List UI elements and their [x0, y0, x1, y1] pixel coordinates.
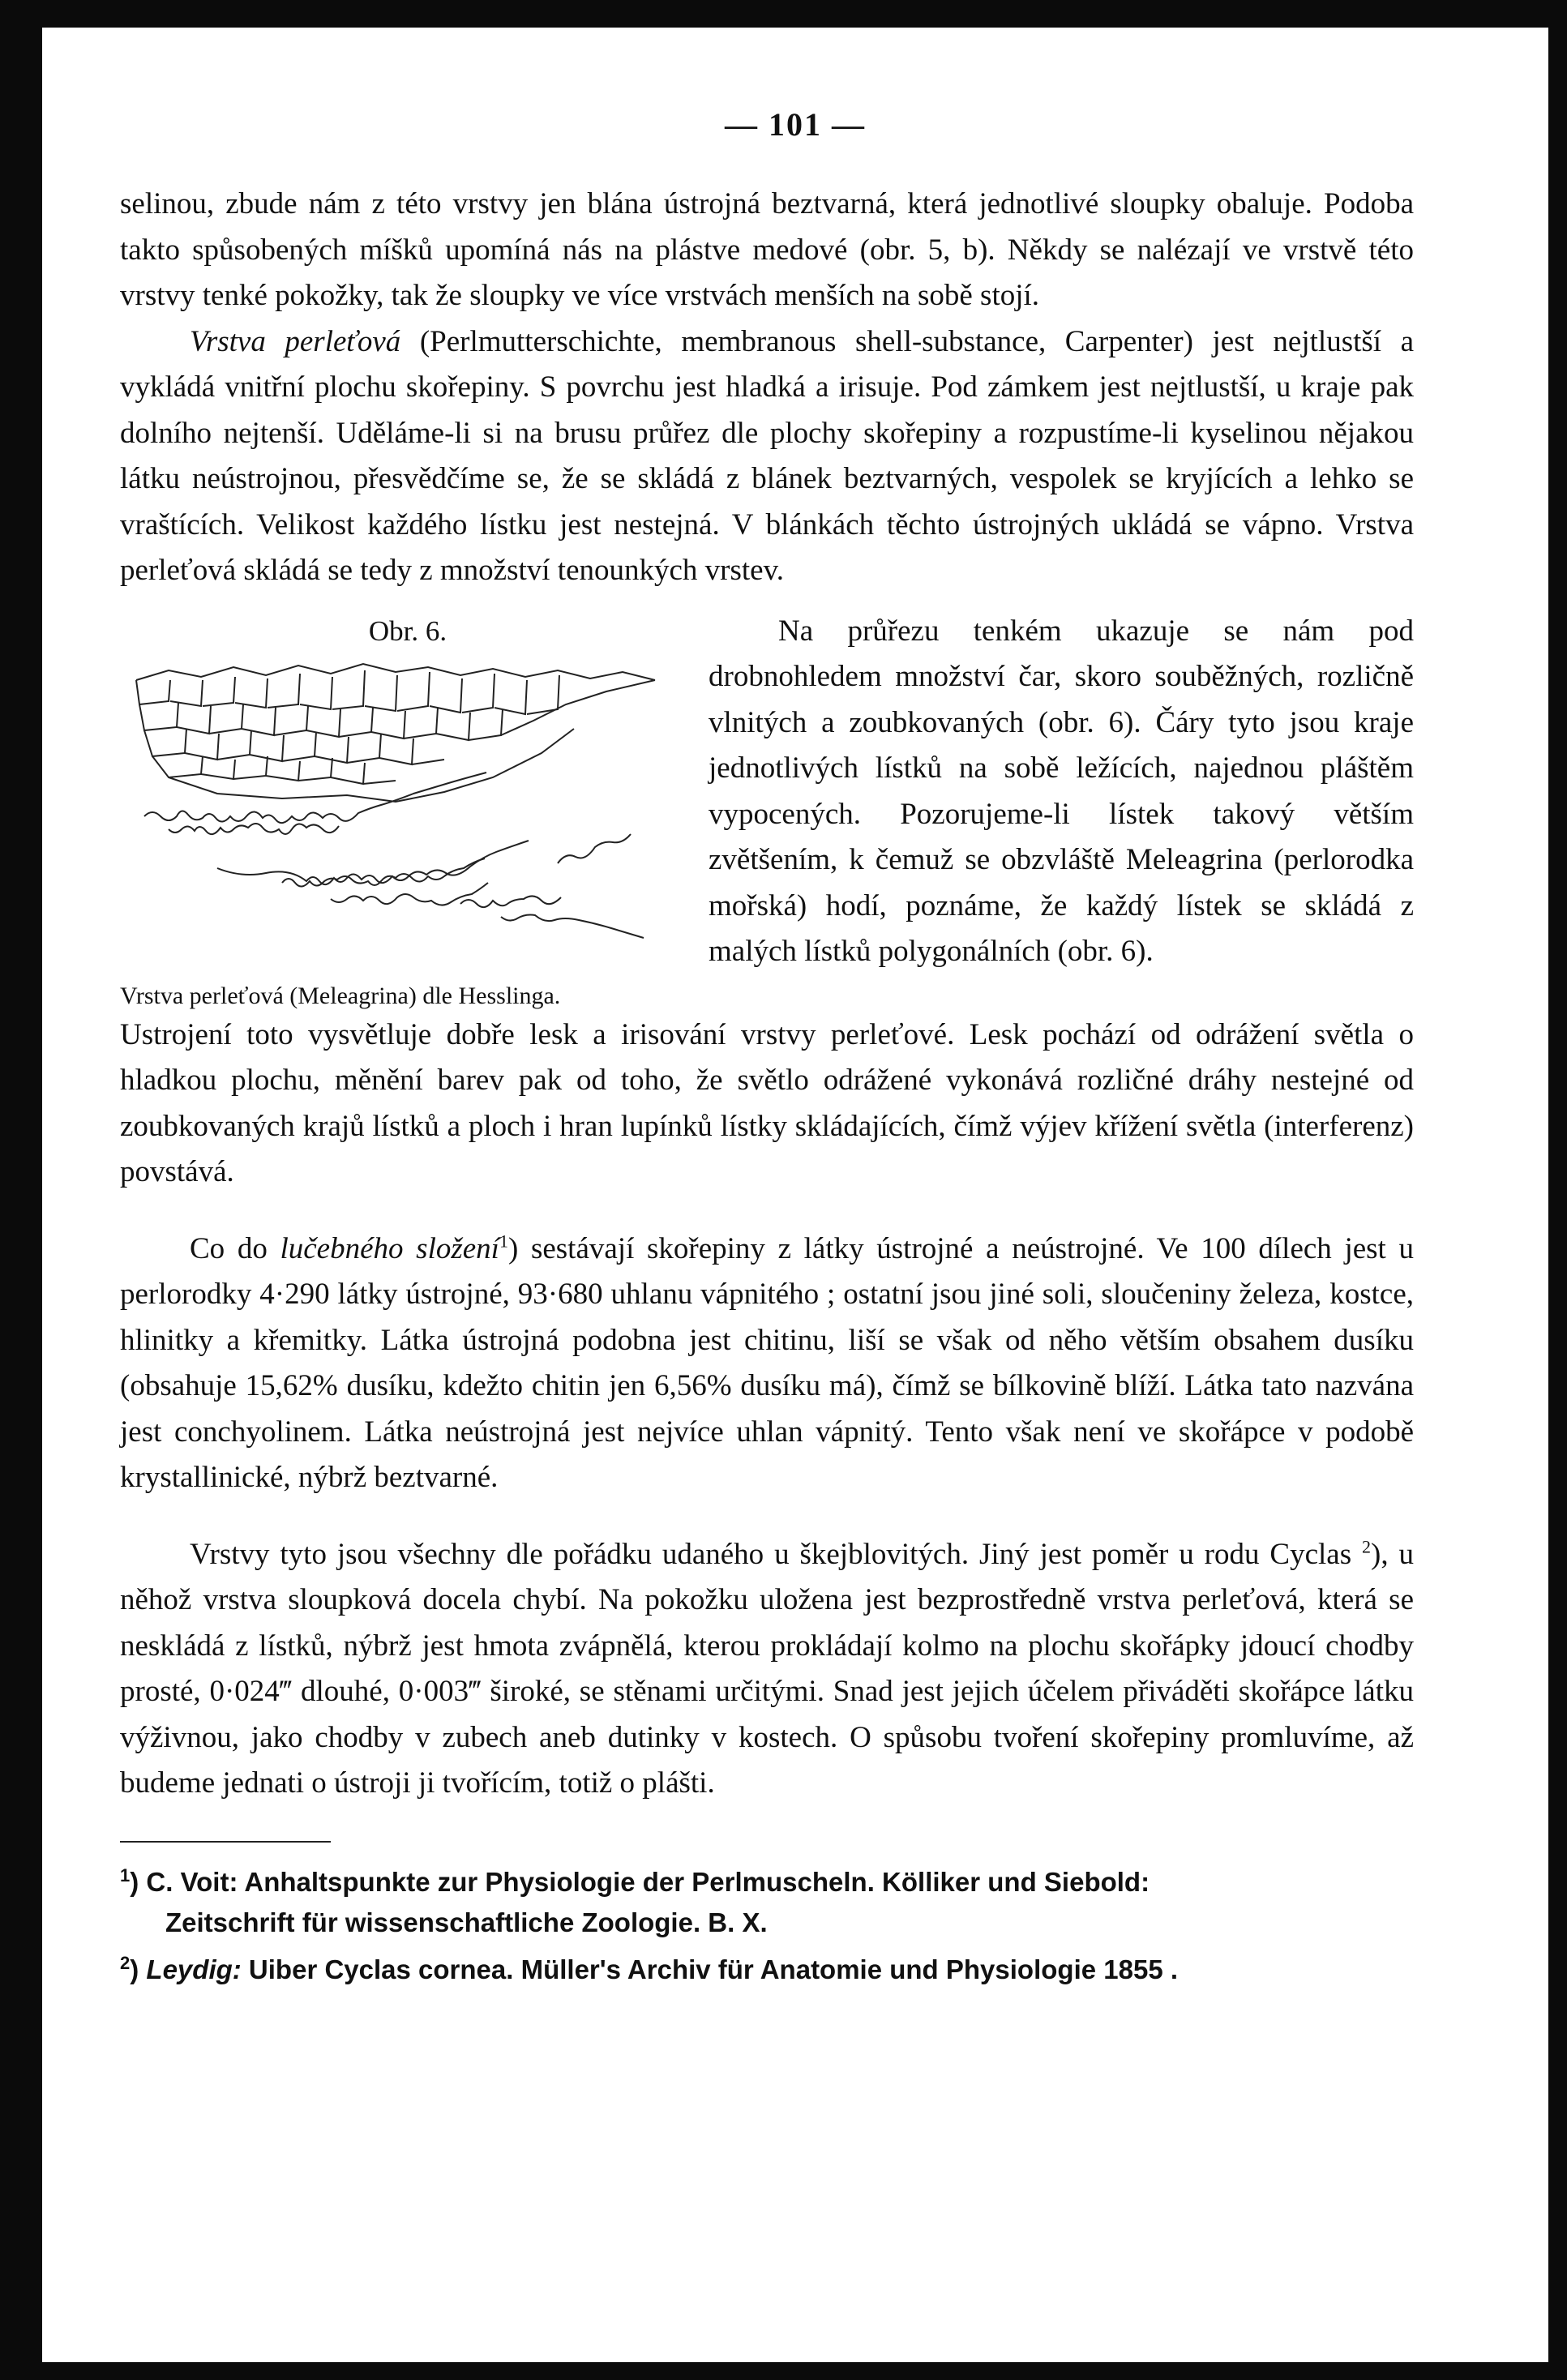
paragraph-iridescence: Ustrojení toto vysvětluje dobře lesk a irisování vrstvy perleťové. Lesk pochází od odrážení světla o hladkou plochu, měnění barev pak od toho, že světlo odrážené vykonává rozličné dráhy nestejné od zoubkovaných krajů lístků a ploch i hran lupínků lístky skládajících, čímž výjev křížení světla (interferenz) povstává. — [120, 1017, 1414, 1188]
footnote-2-author: Leydig: — [146, 1954, 242, 1984]
figure-caption: Vrstva perleťová (Meleagrina) dle Hesslinga. — [120, 982, 561, 1009]
footnote-1-mark: 1 — [120, 1864, 131, 1886]
figure-side-text — [696, 609, 1414, 1012]
paragraph-nacre-layer-text: (Perlmutterschichte, membranous shell-substance, Carpenter) jest nejtlustší a vykládá vnitřní plochu skořepiny. S povrchu jest hladká a irisuje. Pod zámkem jest nejtlustší, u kraje pak dolního nejtenší. Uděláme-li si na brusu průřez dle plochy skořepiny a rozpustíme-li kyselinou nějakou látku neústrojnou, přesvědčíme se, že se skládá z blánek beztvarných, vespolek se kryjících a lehko se vraštících. Velikost každého lístku jest nestejná. V blánkách těchto ústrojných ukládá se vápno. Vrstva perleťová skládá se tedy z množství tenounkých vrstev. — [120, 324, 1415, 587]
footnote-ref-1: 1 — [499, 1231, 508, 1252]
paragraph-chemistry-text: ) sestávají skořepiny z látky ústrojné a neústrojné. Ve 100 dílech jest u perlorodky 4·290 látky ústrojné, 93·680 uhlanu vápnitého ; ostatní jsou jiné soli, sloučeniny železa, kostce, hlinitky a křemitky. Látka ústrojná podobna jest chitinu, liší se však od něho větším obsahem dusíku (obsahuje 15,62% dusíku, kdežto chitin jen 6,56% dusíku má), čímž se bílkovině blíží. Látka tato nazvána jest conchyolinem. Látka neústrojná jest nejvíce uhlan vápnitý. Tento však není ve skořápce v podobě krystallinické, nýbrž beztvarné. — [120, 1231, 1414, 1494]
paragraph-chemistry — [120, 1226, 1414, 1501]
page-body — [120, 182, 1414, 1990]
figure-block — [120, 609, 1414, 1012]
figure-title: Obr. 6. — [368, 614, 447, 647]
footnote-2-text: Uiber Cyclas cornea. Müller's Archiv für Anatomie und Physiologie 1855 . — [241, 1954, 1179, 1984]
footnote-2: $^2$) Leydig: Uiber Cyclas cornea. Müller's Archiv für Anatomie und Physiologie 1855 . — [120, 1952, 1179, 1984]
paragraph-cyclas-lead: Vrstvy tyto jsou všechny dle pořádku udaného u škejblovitých. Jiný jest poměr u rodu Cyclas — [190, 1537, 1363, 1571]
book-page — [42, 28, 1548, 2362]
footnote-1-line1: ) C. Voit: Anhaltspunkte zur Physiologie der Perlmuscheln. Kölliker und Siebold: — [130, 1866, 1150, 1897]
footnote-2-mark: 2 — [120, 1952, 131, 1973]
paragraph-cross-section: Na průřezu tenkém ukazuje se nám pod drobnohledem množství čar, skoro souběžných, rozličně vlnitých a zoubkovaných (obr. 6). Čáry tyto jsou kraje jednotlivých lístků na sobě ležících, najednou pláštěm vypocených. Pozorujeme-li lístek takový větším zvětšením, k čemuž se obzvláště Meleagrina (perlorodka mořská) hodí, poznáme, že každý lístek se skládá z malých lístků polygonálních (obr. 6). — [709, 614, 1414, 968]
footnote-divider — [120, 1841, 331, 1843]
footnote-ref-2: 2 — [1362, 1536, 1372, 1557]
paragraph-cyclas — [120, 1532, 1414, 1807]
nacre-illustration — [120, 656, 687, 977]
figure-6 — [120, 609, 696, 1012]
paragraph-nacre-layer — [120, 319, 1414, 594]
term-chemical-composition: lučebného složení — [280, 1231, 499, 1265]
footnote-1-continued: Zeitschrift für wissenschaftliche Zoologie. B. X. — [165, 1907, 768, 1937]
page-number: — 101 — — [725, 106, 866, 143]
paragraph-cyclas-text: ), u něhož vrstva sloupková docela chybí. Na pokožku uložena jest bezprostředně vrstva perleťová, která se neskládá z lístků, nýbrž jest hmota zvápnělá, kterou prokládají kolmo na plochu skořápky jdoucí chodby prosté, 0·024‴ dlouhé, 0·003‴ široké, se stěnami určitými. Snad jest jejich účelem přiváděti skořápce látku výživnou, jako chodby v zubech aneb dutinky v kostech. O spůsobu tvoření skořepiny promluvíme, až budeme jednati o ústroji ji tvořícím, totiž o plášti. — [120, 1537, 1414, 1800]
footnote-1 — [120, 1856, 1414, 1903]
paragraph-chemistry-lead: Co do — [190, 1231, 280, 1265]
term-nacre-layer: Vrstva perleťová — [190, 324, 401, 358]
paragraph-intro: selinou, zbude nám z této vrstvy jen blána ústrojná beztvarná, která jednotlivé sloupky obaluje. Podoba takto spůsobených míšků upomíná nás na plástve medové (obr. 5, b). Někdy se nalézají ve vrstvě této vrstvy tenké pokožky, tak že sloupky ve více vrstvách menších na sobě stojí. — [120, 187, 1414, 312]
